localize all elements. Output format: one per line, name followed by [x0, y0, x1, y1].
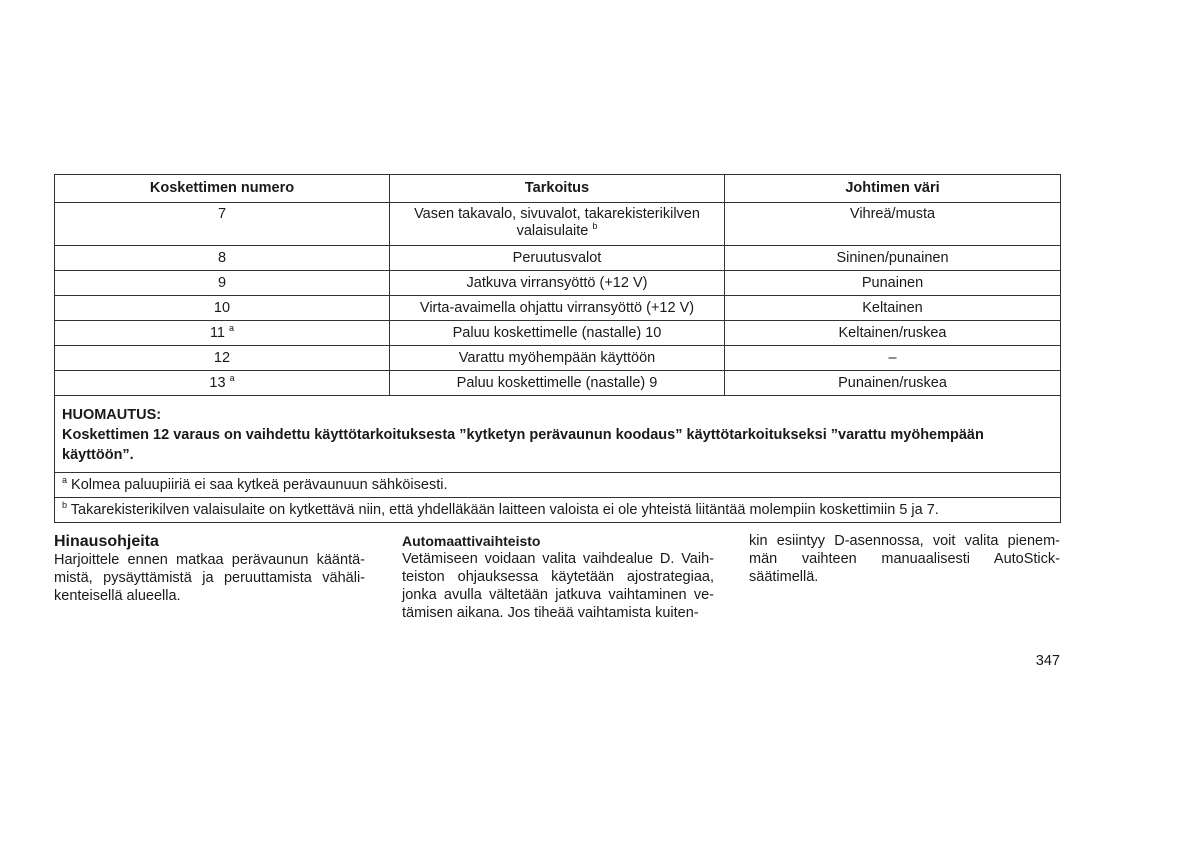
- wire-color: Keltainen: [725, 296, 1061, 321]
- note-row: [55, 396, 1061, 473]
- wire-color: Keltainen/ruskea: [725, 321, 1061, 346]
- pin-purpose: Jatkuva virransyöttö (+12 V): [390, 271, 725, 296]
- towing-section: [54, 532, 365, 605]
- pin-number: 11 $^a$: [55, 321, 390, 346]
- pin-purpose: Varattu myöhempään käyttöön: [390, 346, 725, 371]
- pin-number: 10: [55, 296, 390, 321]
- table-row: [55, 296, 1061, 321]
- header-purpose: Tarkoitus: [390, 175, 725, 203]
- page-number: 347: [1035, 653, 1060, 669]
- note-cell: [55, 396, 1061, 473]
- wire-color: Sininen/punainen: [725, 246, 1061, 271]
- footnote-a: $^a$ Kolmea paluupiiriä ei saa kytkeä perävaunuun sähköisesti.: [55, 473, 1061, 498]
- pin-number: 8: [55, 246, 390, 271]
- wire-color: Punainen/ruskea: [725, 371, 1061, 396]
- header-wire-color: Johtimen väri: [725, 175, 1061, 203]
- table-row: [55, 203, 1061, 246]
- pin-number: 12: [55, 346, 390, 371]
- footnote-mark: a: [62, 474, 68, 485]
- footnote-row: [55, 473, 1061, 498]
- footnote-ref: a: [229, 322, 235, 333]
- footnote-ref: b: [592, 221, 598, 231]
- pin-number: 7: [55, 203, 390, 246]
- note-text: Koskettimen 12 varaus on vaihdettu käyttötarkoituksesta ”kytketyn perävaunun koodaus” käyttötarkoitukseksi ”varattu myöhempään käyttöön”.: [62, 427, 984, 463]
- pin-number: 9: [55, 271, 390, 296]
- footnote-ref: a: [229, 372, 235, 383]
- footnote-row: [55, 498, 1061, 523]
- wire-color: Vihreä/musta: [725, 203, 1061, 246]
- table-row: [55, 246, 1061, 271]
- pin-purpose: Paluu koskettimelle (nastalle) 9: [390, 371, 725, 396]
- pin-purpose: Paluu koskettimelle (nastalle) 10: [390, 321, 725, 346]
- continued-text: kin esiintyy D-asennossa, voit valita pienem-män vaihteen manuaalisesti AutoStick-säätimellä.: [749, 533, 1060, 585]
- note-title: HUOMAUTUS:: [62, 407, 162, 423]
- pin-purpose: Peruutusvalot: [390, 246, 725, 271]
- table-row: [55, 271, 1061, 296]
- section-heading-towing: Hinausohjeita: [54, 533, 159, 550]
- table-row: [55, 371, 1061, 396]
- table-header-row: [55, 175, 1061, 203]
- connector-pin-table: [54, 174, 1061, 523]
- footnote-mark: b: [62, 499, 68, 510]
- table-row: [55, 346, 1061, 371]
- header-pin-number: Koskettimen numero: [55, 175, 390, 203]
- section-text-towing: Harjoittele ennen matkaa perävaunun kääntä-mistä, pysäyttämistä ja peruuttamista vähäli-kenteisellä alueella.: [54, 552, 365, 604]
- pin-purpose: Virta-avaimella ohjattu virransyöttö (+12 V): [390, 296, 725, 321]
- automatic-transmission-section: [402, 532, 714, 622]
- wire-color: Punainen: [725, 271, 1061, 296]
- section-text-transmission: Vetämiseen voidaan valita vaihdealue D. Vaih-teiston ohjauksessa käytetään ajostrategiaa, jonka avulla vältetään jatkuva vaihtaminen ve-tämisen aikana. Jos tiheää vaihtamista kuiten-: [402, 551, 714, 621]
- wire-color: –: [725, 346, 1061, 371]
- footnote-b: $^b$ Takarekisterikilven valaisulaite on kytkettävä niin, että yhdelläkään laitteen valoista ei ole yhteistä liitäntää molempiin koskettimiin 5 ja 7.: [55, 498, 1061, 523]
- continued-text-column: [749, 532, 1060, 586]
- pin-number: 13 $^a$: [55, 371, 390, 396]
- section-heading-transmission: Automaattivaihteisto: [402, 533, 541, 549]
- pin-purpose: Vasen takavalo, sivuvalot, takarekisterikilven valaisulaite $^b$: [390, 203, 725, 246]
- table-row: [55, 321, 1061, 346]
